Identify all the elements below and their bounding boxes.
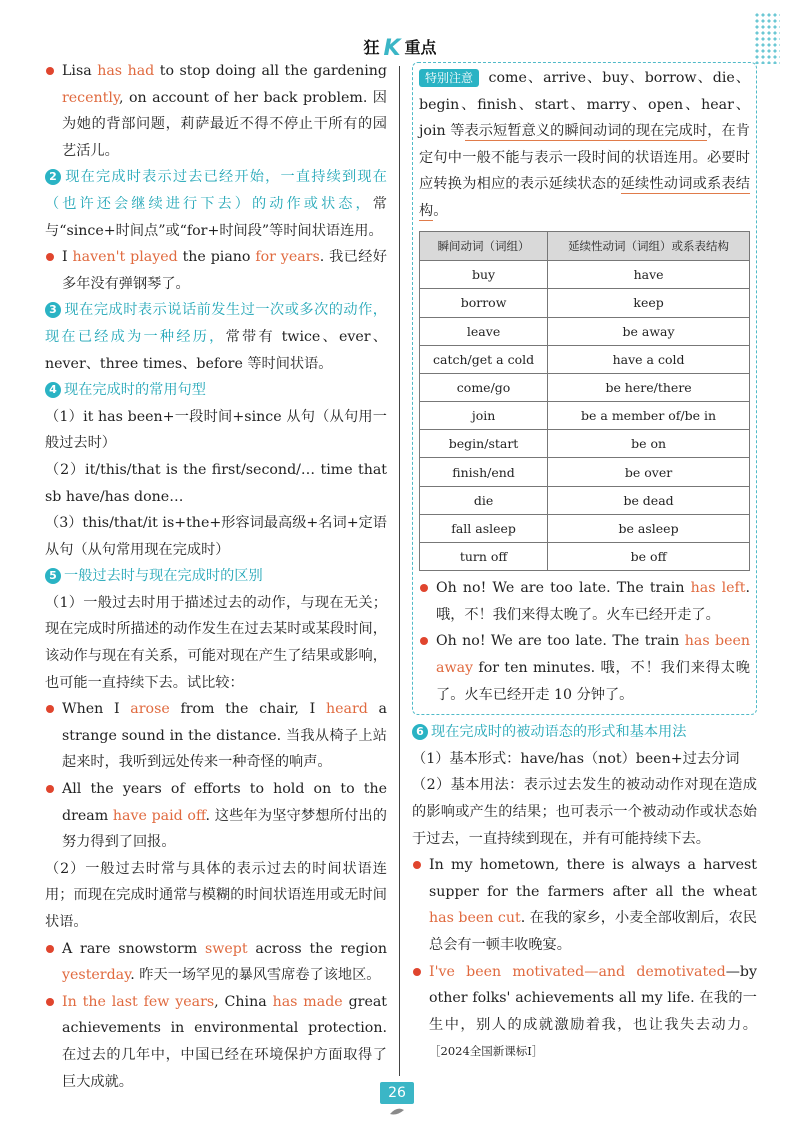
verb-table-header: 瞬间动词（词组） <box>420 231 548 261</box>
passive-form: （1）基本形式：have/has（not）been+过去分词 <box>412 750 740 767</box>
table-row: catch/get a cold have a cold <box>420 345 750 373</box>
pattern-1: （1）it has been+一段时间+since 从句（从句用一般过去时） <box>45 408 387 452</box>
table-row: buy have <box>420 261 750 289</box>
example-piano: I haven't played the piano for years. 我已经好多年没有弹钢琴了。 <box>45 244 387 297</box>
section-4-title: 4 现在完成时的常用句型 <box>45 377 387 404</box>
section-5-title: 5 一般过去时与现在完成时的区别 <box>45 563 387 590</box>
table-row: come/go be here/there <box>420 373 750 401</box>
table-row: leave be away <box>420 317 750 345</box>
page-number: 26 <box>380 1082 414 1104</box>
example-china: In the last few years, China has made great achievements in environmental protection. 在过去的几年中，中国已经在环境保护方面取得了巨大成就。 <box>45 989 387 1095</box>
header-suffix: 重点 <box>404 38 437 57</box>
example-dream: All the years of efforts to hold on to the dream have paid off. 这些年为坚守梦想所付出的努力得到了回报。 <box>45 776 387 856</box>
right-column <box>412 58 757 1065</box>
example-train-away: Oh no! We are too late. The train has been away for ten minutes. 哦，不！我们来得太晚了。火车已经开走 10 分钟了。 <box>419 628 750 708</box>
example-chair: When I arose from the chair, I heard a strange sound in the distance. 当我从椅子上站起来时，我听到远处传来一种奇怪的响声。 <box>45 696 387 776</box>
example-train-left: Oh no! We are too late. The train has left. 哦，不！我们来得太晚了。火车已经开走了。 <box>419 575 750 628</box>
table-row: join be a member of/be in <box>420 402 750 430</box>
special-note-box <box>412 62 757 715</box>
section-3: 3 现在完成时表示说话前发生过一次或多次的动作，现在已经成为一种经历，常带有 twice、ever、never、three times、before 等时间状语。 <box>45 302 387 372</box>
example-motivated: I've been motivated—and demotivated—by other folks' achievements all my life. 在我的一生中，别人的成就激励着我，也让我失去动力。［2024全国新课标Ⅰ］ <box>412 959 757 1065</box>
verb-table <box>419 231 750 572</box>
comparison-1: （1）一般过去时用于描述过去的动作，与现在无关；现在完成时所描述的动作发生在过去某时或某段时间，该动作与现在有关系，可能对现在产生了结果或影响，也可能一直持续下去。试比较： <box>45 594 387 691</box>
example-harvest: In my hometown, there is always a harvest supper for the farmers after all the wheat has been cut. 在我的家乡，小麦全部收割后，农民总会有一顿丰收晚宴。 <box>412 852 757 958</box>
table-row: begin/start be on <box>420 430 750 458</box>
example-snowstorm: A rare snowstorm swept across the region yesterday. 昨天一场罕见的暴风雪席卷了该地区。 <box>45 936 387 989</box>
table-row: finish/end be over <box>420 458 750 486</box>
table-row: fall asleep be asleep <box>420 514 750 542</box>
special-note-text: 特别注意 come、arrive、buy、borrow、die、begin、finish、start、marry、open、hear、join 等表示短暂意义的瞬间动词的现在完成时，在肯定句中一般不能与表示一段时间的状语连用。必要时应转换为相应的表示延续状态的延续性动词或系表结构。 <box>419 70 750 219</box>
column-divider <box>399 66 400 1076</box>
table-row: turn off be off <box>420 543 750 571</box>
section-6-title: 6 现在完成时的被动语态的形式和基本用法 <box>412 719 757 746</box>
passive-usage: （2）基本用法：表示过去发生的被动动作对现在造成的影响或产生的结果；也可表示一个被动动作或状态始于过去，一直持续到现在，并有可能持续下去。 <box>412 777 757 847</box>
verb-table-header: 延续性动词（词组）或系表结构 <box>548 231 750 261</box>
source-citation: ［2024全国新课标Ⅰ］ <box>429 1044 544 1059</box>
example-lisa: Lisa has had to stop doing all the gardening recently, on account of her back problem. 因为她的背部问题，莉萨最近不得不停止干所有的园艺活儿。 <box>45 58 387 164</box>
leaf-decoration-icon <box>389 1106 405 1116</box>
table-row: borrow keep <box>420 289 750 317</box>
special-note-tag: 特别注意 <box>419 69 479 87</box>
header-prefix: 狂 <box>363 38 380 57</box>
pattern-3: （3）this/that/it is+the+形容词最高级+名词+定语从句（从句常用现在完成时） <box>45 515 387 558</box>
comparison-2: （2）一般过去时常与具体的表示过去的时间状语连用；而现在完成时通常与模糊的时间状语连用或无时间状语。 <box>45 860 387 930</box>
table-row: die be dead <box>420 486 750 514</box>
section-2: 2 现在完成时表示过去已经开始，一直持续到现在（也许还会继续进行下去）的动作或状态，常与“since+时间点”或“for+时间段”等时间状语连用。 <box>45 169 387 239</box>
pattern-2: （2）it/this/that is the first/second/… time that sb have/has done… <box>45 461 387 505</box>
page-header <box>0 34 800 59</box>
left-column <box>45 58 387 1095</box>
header-k-logo: K <box>383 36 401 61</box>
